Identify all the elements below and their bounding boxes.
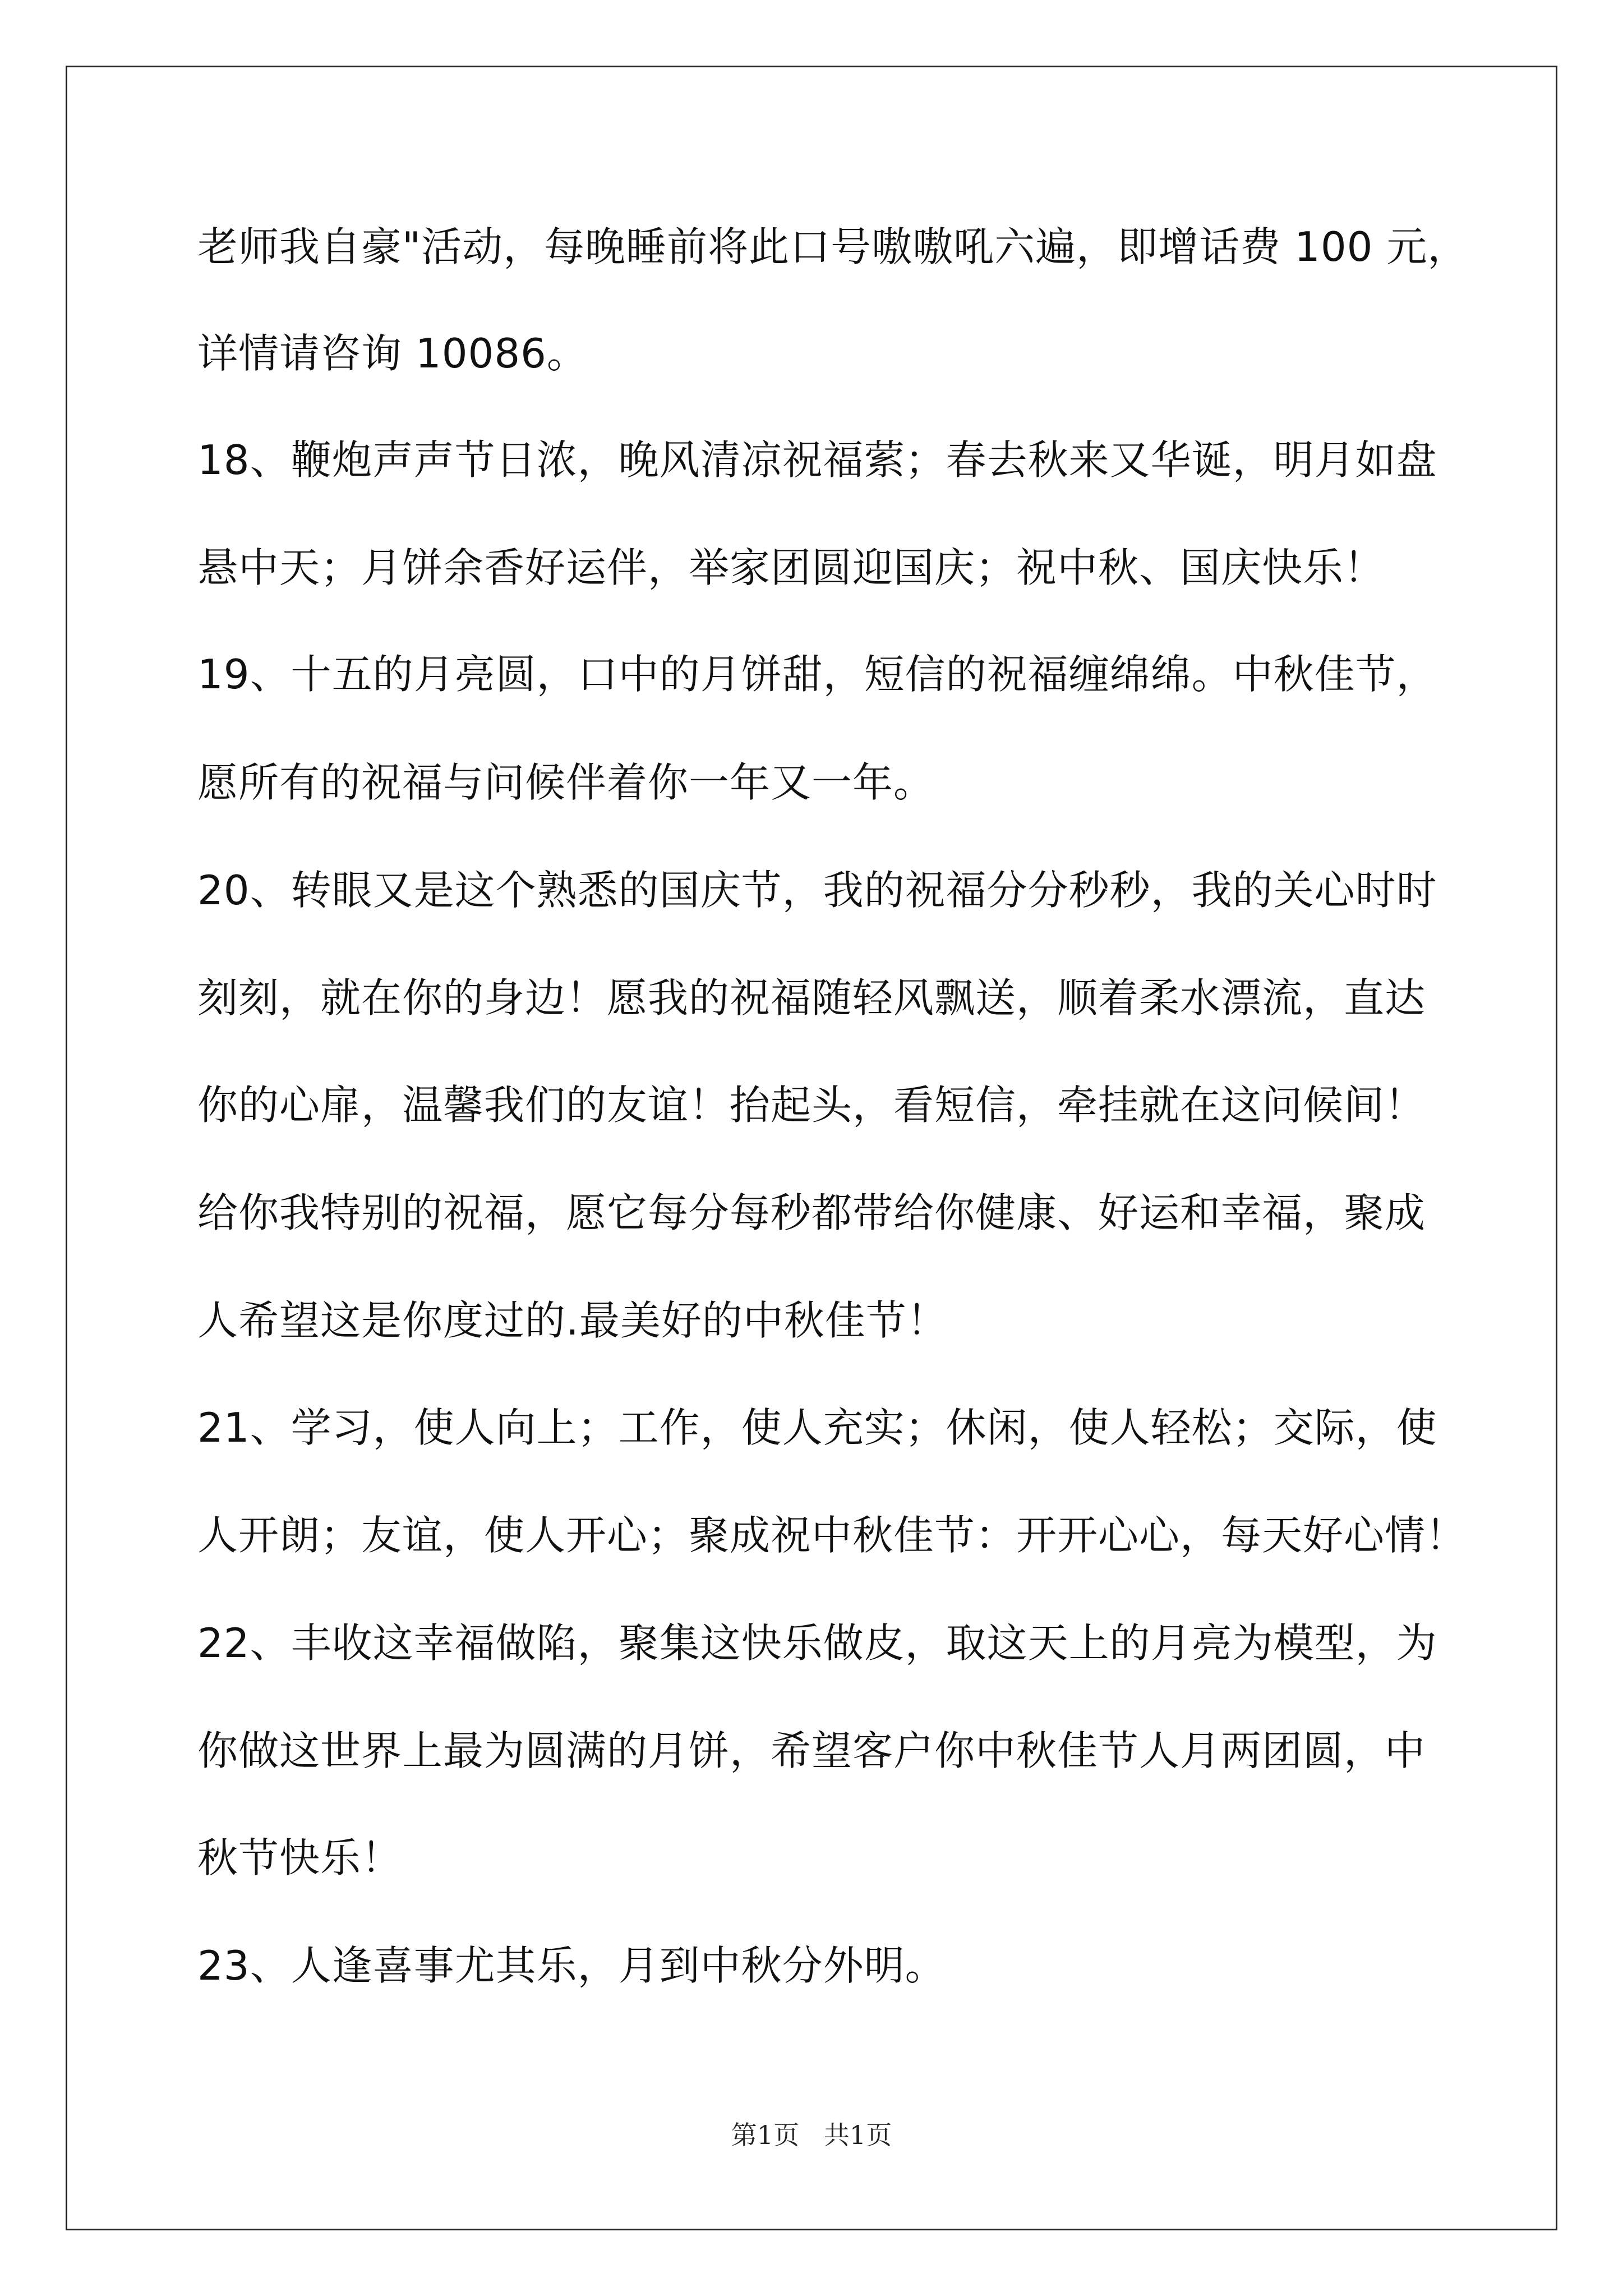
text-line: 你的心扉，温馨我们的友谊！抬起头，看短信，牵挂就在这问候间！ xyxy=(197,1082,1426,1129)
page-number: 第1页 共1页 xyxy=(731,2120,892,2150)
text-line: 人开朗；友谊，使人开心；聚成祝中秋佳节：开开心心，每天好心情！ xyxy=(197,1512,1467,1559)
text-line: 刻刻，就在你的身边！愿我的祝福随轻风飘送，顺着柔水漂流，直达 xyxy=(197,974,1426,1022)
page-footer xyxy=(0,2118,1623,2152)
text-line: 19、十五的月亮圆，口中的月饼甜，短信的祝福缠绵绵。中秋佳节， xyxy=(197,651,1437,698)
text-line: 给你我特别的祝福，愿它每分每秒都带给你健康、好运和幸福，聚成 xyxy=(197,1189,1426,1236)
text-line: 21、学习，使人向上；工作，使人充实；休闲，使人轻松；交际，使 xyxy=(197,1404,1437,1451)
text-line: 23、人逢喜事尤其乐，月到中秋分外明。 xyxy=(197,1942,946,1989)
text-line: 22、丰收这幸福做陷，聚集这快乐做皮，取这天上的月亮为模型，为 xyxy=(197,1619,1437,1667)
text-line: 详情请咨询 10086。 xyxy=(197,330,588,377)
text-line: 你做这世界上最为圆满的月饼，希望客户你中秋佳节人月两团圆，中 xyxy=(197,1727,1426,1774)
text-line: 20、转眼又是这个熟悉的国庆节，我的祝福分分秒秒，我的关心时时 xyxy=(197,867,1437,914)
text-line: 秋节快乐！ xyxy=(197,1834,403,1881)
text-line: 愿所有的祝福与问候伴着你一年又一年。 xyxy=(197,759,935,806)
text-line: 人希望这是你度过的.最美好的中秋佳节！ xyxy=(197,1297,948,1344)
text-line: 悬中天；月饼余香好运伴，举家团圆迎国庆；祝中秋、国庆快乐！ xyxy=(197,544,1385,591)
page-border xyxy=(66,66,1557,2230)
text-line: 老师我自豪"活动，每晚睡前将此口号嗷嗷吼六遍，即增话费 100 元， xyxy=(197,223,1469,270)
text-line: 18、鞭炮声声节日浓，晚风清凉祝福萦；春去秋来又华诞，明月如盘 xyxy=(197,436,1437,484)
